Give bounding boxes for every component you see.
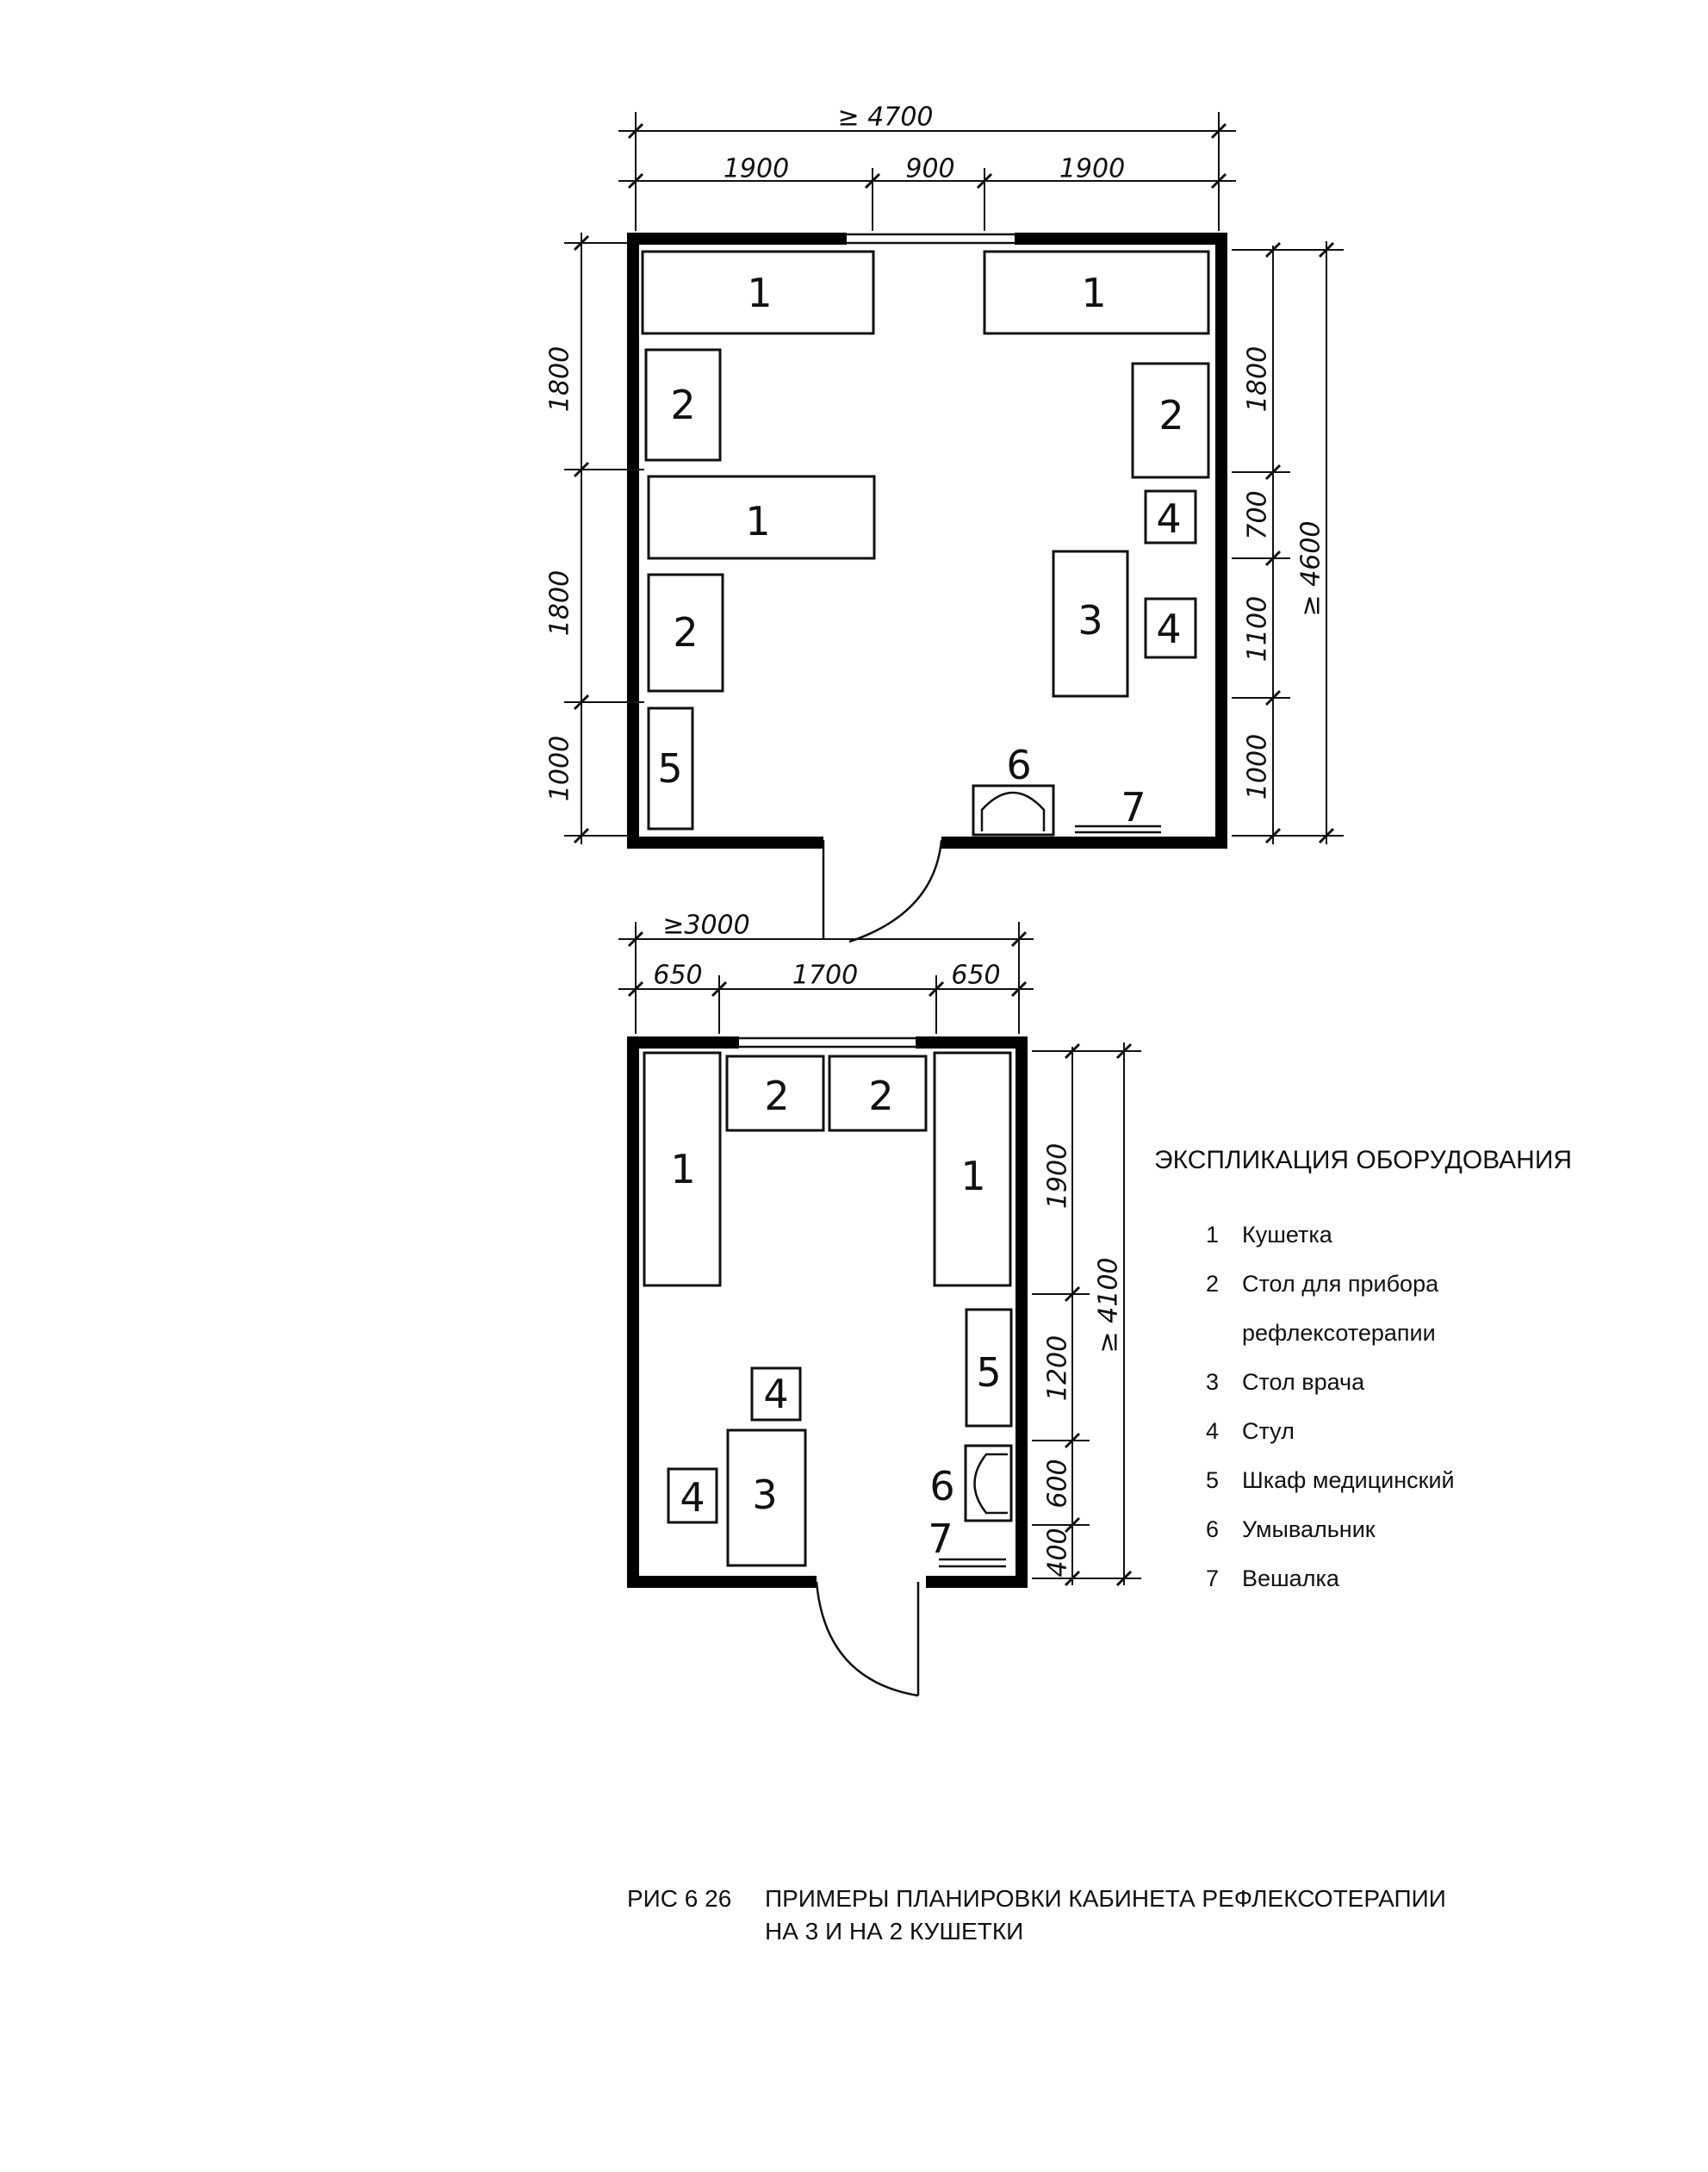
item-number: 1 — [1081, 270, 1107, 316]
caption-line-1 — [627, 1883, 1446, 1915]
item-number: 1 — [960, 1153, 986, 1199]
legend-item — [1206, 1554, 1455, 1603]
legend-title: ЭКСПЛИКАЦИЯ ОБОРУДОВАНИЯ — [1154, 1146, 1573, 1174]
item-number: 2 — [673, 609, 699, 656]
dimension-label: ≥ 4600 — [1295, 520, 1326, 617]
dimension-label: 1900 — [723, 153, 790, 184]
legend-label: Стул — [1242, 1418, 1295, 1444]
legend-item — [1206, 1456, 1455, 1505]
dimension-label: 400 — [1042, 1528, 1073, 1578]
legend-number: 1 — [1206, 1222, 1220, 1248]
wall-top-right — [916, 1036, 1028, 1049]
legend-number: 2 — [1206, 1271, 1220, 1297]
wall-top-left — [627, 1036, 739, 1049]
item-number: 4 — [1156, 606, 1182, 652]
item-number: 1 — [670, 1146, 696, 1192]
door-swing — [849, 840, 941, 942]
legend-label: Умывальник — [1242, 1516, 1376, 1542]
legend-number: 5 — [1206, 1467, 1220, 1493]
dimension-label: 700 — [1242, 490, 1273, 540]
item-number: 5 — [657, 745, 683, 792]
legend-number: 7 — [1206, 1565, 1220, 1591]
dimension-label: 1700 — [792, 960, 859, 991]
dimension-label: 1800 — [1242, 345, 1273, 413]
item-number: 4 — [680, 1474, 705, 1521]
figure-caption — [627, 1883, 1446, 1948]
wall-bottom-left — [627, 837, 823, 849]
caption-title: ПРИМЕРЫ ПЛАНИРОВКИ КАБИНЕТА РЕФЛЕКСОТЕРАПИИ — [765, 1885, 1446, 1912]
sink — [966, 1446, 1011, 1521]
plan-top — [545, 103, 1345, 943]
dimension-label: 1900 — [1042, 1142, 1073, 1210]
legend-label: Вешалка — [1242, 1565, 1339, 1591]
dimension-label: 650 — [951, 960, 1001, 991]
item-number: 4 — [1156, 495, 1182, 542]
item-number: 6 — [929, 1463, 955, 1509]
legend-item — [1206, 1358, 1455, 1407]
dimension-label: 650 — [653, 960, 703, 991]
legend-item — [1206, 1210, 1455, 1260]
figure-number: РИС 6 26 — [627, 1885, 732, 1912]
item-number: 2 — [670, 382, 696, 428]
wall-bottom-left — [627, 1576, 817, 1588]
dimension-label: ≥ 4100 — [1093, 1257, 1124, 1354]
wall-top-right — [1015, 233, 1227, 245]
item-number: 1 — [745, 498, 771, 545]
legend-number: 6 — [1206, 1516, 1220, 1542]
wall-bottom-right — [941, 837, 1227, 849]
item-number: 2 — [868, 1073, 894, 1119]
item-number: 2 — [1158, 392, 1184, 439]
dimension-label: 1800 — [544, 345, 575, 413]
item-number: 4 — [763, 1371, 789, 1417]
caption-line-2: НА 3 И НА 2 КУШЕТКИ — [765, 1918, 1024, 1945]
wall-left — [627, 233, 639, 849]
legend-label: рефлексотерапии — [1242, 1320, 1436, 1346]
item-number: 7 — [1121, 784, 1146, 831]
dimension-label: 1800 — [544, 569, 575, 637]
item-number: 7 — [928, 1515, 953, 1562]
dimension-label: ≥3000 — [662, 910, 750, 941]
door-swing — [817, 1582, 918, 1696]
legend-label: Стол врача — [1242, 1369, 1365, 1395]
dimension-label: 900 — [905, 153, 955, 184]
wall-top-left — [627, 233, 847, 245]
wall-right — [1015, 1036, 1028, 1588]
legend-item — [1206, 1260, 1455, 1309]
dimension-label: 1900 — [1059, 153, 1126, 184]
wall-right — [1215, 233, 1227, 849]
legend-number: 4 — [1206, 1418, 1220, 1444]
equipment-legend — [1206, 1210, 1455, 1603]
item-number: 3 — [752, 1472, 778, 1518]
legend-label: Шкаф медицинский — [1242, 1467, 1455, 1493]
legend-item — [1206, 1505, 1455, 1554]
dimension-label: 1000 — [544, 735, 575, 802]
legend-label: Кушетка — [1242, 1222, 1332, 1248]
item-number: 6 — [1006, 742, 1032, 788]
legend-item — [1206, 1407, 1455, 1456]
dimension-label: 1000 — [1242, 733, 1273, 800]
item-number: 3 — [1078, 597, 1103, 644]
dimension-label: 1200 — [1042, 1335, 1073, 1402]
item-number: 5 — [976, 1349, 1002, 1396]
item-number: 2 — [764, 1073, 790, 1119]
dimension-label: 600 — [1042, 1459, 1073, 1509]
dimension-label: ≥ 4700 — [837, 102, 934, 133]
plan-bottom — [618, 911, 1141, 1696]
wall-bottom-right — [926, 1576, 1028, 1588]
wall-left — [627, 1036, 639, 1588]
item-number: 1 — [747, 270, 773, 316]
legend-number: 3 — [1206, 1369, 1220, 1395]
dimension-label: 1100 — [1242, 595, 1273, 663]
legend-label: Стол для прибора — [1242, 1271, 1439, 1297]
legend-item — [1206, 1309, 1455, 1358]
